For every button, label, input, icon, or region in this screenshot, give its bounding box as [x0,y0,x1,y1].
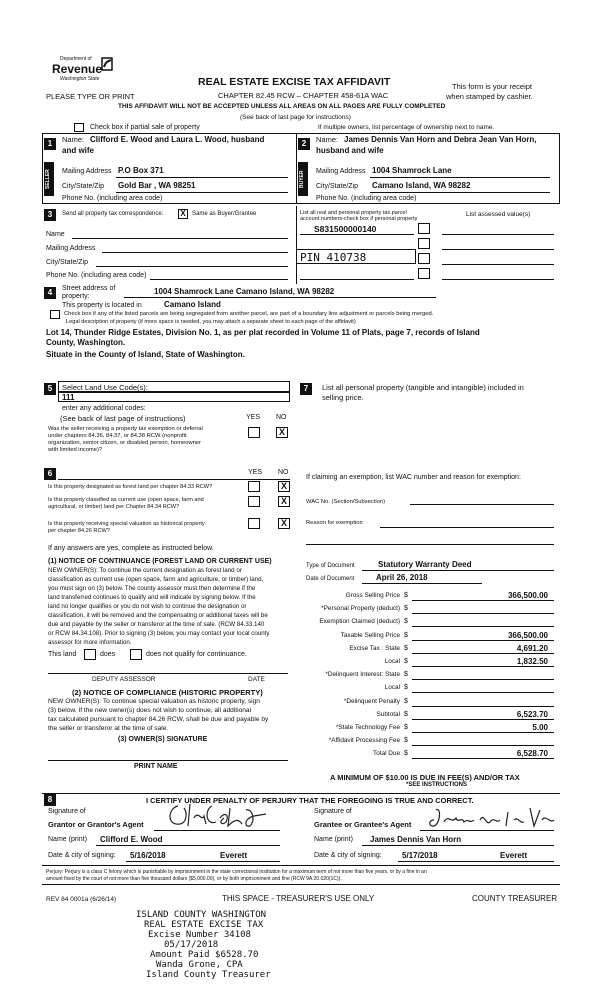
exemption-no-checkbox[interactable]: X [276,427,288,438]
notice1-line: land no longer qualifies or you do not wish to continue the designation or [48,603,247,610]
deputy-assessor-label: DEPUTY ASSESSOR [92,676,156,683]
segregated-note: Check box if any of the listed parcels are being segregated from another parcel, are part of a boundary line adjustment or parcels being merged. [64,311,434,317]
underline [72,238,288,239]
personal-property-label-1: List all personal property (tangible and intangible) included in [322,383,524,392]
seller-city: Gold Bar , WA 98251 [118,181,196,190]
seller-mailing-label: Mailing Address [62,168,112,175]
completion-warning: THIS AFFIDAVIT WILL NOT BE ACCEPTED UNLESS ALL AREAS ON ALL PAGES ARE FULLY COMPLETED [118,103,446,110]
partial-sale-checkbox[interactable] [74,123,84,132]
grantee-sig-of: Signature of [314,808,352,815]
calc-underline [412,613,554,614]
personal-property-checkbox-2[interactable] [418,238,430,249]
notice1-title: (1) NOTICE OF CONTINUANCE (FOREST LAND OR CURRENT USE) [48,558,272,565]
notice1-line: classification, it will be removed and the compensating or additional taxes will be [48,612,268,619]
calc-underline [412,745,554,746]
section-8-badge: 8 [44,794,56,806]
dollar-sign: $ [404,737,408,744]
tax-phone-label: Phone No. (including area code) [46,272,147,279]
stamp-line: Wanda Grone, CPA [156,960,243,970]
section-6-badge: 6 [44,468,56,480]
seller-name-label: Name: [62,135,85,144]
underline [48,673,288,674]
tax-city-label: City/State/Zip [46,259,89,266]
calc-underline [412,666,554,667]
located-in-label: This property is located in [62,302,142,309]
notice1-line: you must sign on (3) below. The county assessor must then determine if the [48,585,256,592]
calc-underline [412,692,554,693]
divider [42,133,43,203]
underline [362,845,554,846]
seller-city-label: City/State/Zip [62,183,105,190]
section-4-badge: 4 [44,287,56,299]
notice2-line: NEW OWNER(S): To continue special valuation as historic property, sign [48,698,260,705]
logo-state: Washington State [60,76,100,82]
underline [362,570,554,571]
seller-name-line1: Clifford E. Wood and Laura L. Wood, husband [90,135,265,144]
calc-label: Total Due [373,750,400,757]
treasurer-space: THIS SPACE - TREASURER'S USE ONLY [222,894,375,903]
current-use-q-1: Is this property classified as current use (open space, farm and [48,497,204,503]
grantor-date-label: Date & city of signing: [48,852,116,859]
grantee-date: 5/17/2018 [402,851,438,860]
calc-label: Local [384,658,400,665]
calc-label: Local [384,684,400,691]
calc-underline [412,706,554,707]
grantor-city: Everett [220,851,248,860]
assessed-header: List assessed value(s) [466,211,531,218]
historic-q-1: Is this property receiving special valuation as historical property [48,521,205,527]
legal-desc-note: Legal description of property (if more space is needed, you may attach a separate sheet to each page of the affidavit) [66,319,356,325]
minimum-due: A MINIMUM OF $10.00 IS DUE IN FEE(S) AND/OR TAX [330,773,520,782]
forest-no-checkbox[interactable]: X [278,481,290,492]
parcel-1: S831500000140 [314,224,377,234]
notice1-line: classification as current use (open space, farm and agriculture, or timber) land, [48,576,264,583]
calc-label: *Delinquent Penalty [343,698,400,705]
legal-desc-2: County, Washington. [46,338,126,347]
does-checkbox[interactable] [84,649,96,660]
underline [398,861,554,862]
underline [370,192,550,193]
personal-property-checkbox-3[interactable] [418,253,430,264]
underline [102,252,288,253]
divider [42,203,560,204]
grantee-name: James Dennis Van Horn [370,835,462,844]
divider [296,206,297,284]
dollar-sign: $ [404,671,408,678]
underline [380,527,554,528]
underline [300,279,414,280]
buyer-name-label: Name: [316,135,339,144]
grantee-agent-label: Grantee or Grantee's Agent [314,820,412,829]
calc-value[interactable]: 1,832.50 [516,657,548,666]
current-use-no-checkbox[interactable]: X [278,496,290,507]
personal-property-checkbox-4[interactable] [418,268,430,279]
located-in: Camano Island [164,300,221,309]
land-use-box [58,381,290,392]
calc-underline [412,732,554,733]
calc-label: Subtotal [376,711,400,718]
parcel-2-handwritten: PIN 410738 [300,251,367,264]
exemption-q-3: organization, senior citizen, or disabled person, homeowner [48,440,202,446]
section-1-badge: 1 [44,138,56,150]
dollar-sign: $ [404,684,408,691]
logo-dept: Department of [60,56,92,62]
calc-underline [412,758,554,759]
current-use-yes-checkbox[interactable] [248,496,260,507]
treasurer-stamp [130,910,271,980]
underline [442,279,554,280]
underline [442,264,554,265]
county-treasurer: COUNTY TREASURER [472,894,558,903]
grantee-date-label: Date & city of signing: [314,852,382,859]
forest-yes-checkbox[interactable] [248,481,260,492]
reason-label: Reason for exemption [306,520,363,526]
land-use-label: Select Land Use Code(s): [62,383,148,392]
street-address-label: Street address of [62,285,116,292]
see-instructions: *SEE INSTRUCTIONS [406,782,468,788]
legal-desc-3: Situate in the County of Island, State of Washington. [46,350,245,359]
section-7-badge: 7 [300,383,312,395]
underline [96,845,280,846]
divider [559,133,560,203]
underline [116,177,288,178]
land-use-code[interactable]: 111 [62,393,75,402]
grantee-signature [424,802,556,834]
buyer-city: Camano Island, WA 98282 [372,181,471,190]
s6-yes-header: YES [248,469,263,476]
calc-value[interactable]: 366,500.00 [507,591,548,600]
stamp-line: REAL ESTATE EXCISE TAX [144,920,264,930]
doc-date-label: Date of Document [306,576,355,582]
tax-mailing-label: Mailing Address [46,245,96,252]
underline [96,266,288,267]
calc-underline [412,626,554,627]
wac-label: WAC No. (Section/Subsection) [306,499,386,505]
notice1-line: NEW OWNER(S): To continue the current designation as forest land or [48,567,242,574]
stamp-line: Island County Treasurer [146,970,271,980]
exemption-yes-checkbox[interactable] [248,427,260,438]
does-label: does [100,651,116,658]
notice2-line: the seller or transferor at the time of sale. [48,725,169,732]
dollar-sign: $ [404,592,408,599]
this-land-label: This land [48,651,77,658]
exemption-claim-label: If claiming an exemption, list WAC number and reason for exemption: [306,474,521,481]
see-back-note: (See back of last page for instructions) [240,114,351,121]
calc-label: *Affidavit Processing Fee [328,737,400,744]
grantee-city: Everett [500,851,528,860]
grantor-signature [164,800,276,832]
stamp-line: 05/17/2018 [164,940,219,950]
calc-label: Taxable Selling Price [340,632,400,639]
buyer-mailing-label: Mailing Address [316,168,366,175]
doc-type: Statutory Warranty Deed [378,560,472,569]
historic-yes-checkbox[interactable] [248,518,260,529]
buyer-side-label: BUYER GRANTEE [298,162,308,196]
calc-underline [412,679,554,680]
dollar-sign: $ [404,658,408,665]
section-5-badge: 5 [44,383,56,395]
calc-underline [412,719,554,720]
form-title: REAL ESTATE EXCISE TAX AFFIDAVIT [198,76,391,88]
calc-label: *Personal Property (deduct) [321,605,400,612]
forest-land-q: Is this property designated as forest land per chapter 84.33 RCW? [48,484,213,490]
underline [48,760,288,761]
underline [116,192,288,193]
underline [410,504,554,505]
notice2-title: (2) NOTICE OF COMPLIANCE (HISTORIC PROPERTY) [72,688,263,697]
s5-yes-header: YES [246,414,261,421]
please-type: PLEASE TYPE OR PRINT [46,92,135,101]
parcel-header-2: account numbers-check box if personal property [300,216,418,222]
notice1-line: land transferred continues to qualify and will indicate by signing below. If the [48,594,256,601]
dollar-sign: $ [404,698,408,705]
personal-property-checkbox-1[interactable] [418,223,430,234]
receipt-note-1: This form is your receipt [452,82,533,91]
underline [126,861,280,862]
buyer-mailing: 1004 Shamrock Lane [372,166,452,175]
does-not-label: does not qualify for continuance. [146,651,247,658]
divider [296,133,297,203]
historic-q-2: per chapter 84.26 RCW? [48,528,110,534]
divider [42,133,560,134]
doc-date: April 26, 2018 [376,573,428,582]
partial-sale-label: Check box if partial sale of property [90,124,200,131]
dollar-sign: $ [404,711,408,718]
grantor-name-label: Name (print) [48,836,87,843]
section-2-badge: 2 [298,138,310,150]
section-3-badge: 3 [44,209,56,221]
any-yes-note: If any answers are yes, complete as instructed below. [48,545,214,552]
dollar-sign: $ [404,724,408,731]
parcel-2-box [296,249,416,264]
notice1-line: assessor for more information. [48,639,132,646]
additional-codes-label: enter any additional codes: [62,405,146,412]
divider [42,865,560,866]
stamp-line: Excise Number 34108 [148,930,251,940]
seller-name-line2: and wife [62,146,95,155]
multi-owners-note: If multiple owners, list percentage of ownership next to name. [318,124,495,131]
legal-desc-1: Lot 14, Thunder Ridge Estates, Division No. 1, as per plat recorded in Volume 11 of Plats, page 7, records of Island [46,328,480,337]
does-not-checkbox[interactable] [130,649,142,660]
calc-underline [412,600,554,601]
logo-name: Revenue [52,62,103,76]
doc-type-label: Type of Document [306,563,355,569]
print-name-label: PRINT NAME [134,763,178,770]
see-back-instr: (See back of last page of instructions) [60,414,186,423]
revenue-logo [52,56,114,90]
stamp-line: ISLAND COUNTY WASHINGTON [136,910,267,920]
perjury-note-1: Perjury: Perjury is a class C felony which is punishable by imprisonment in the state correctional institution for a maximum term of not more than five years, or by a fine in an [46,869,427,875]
personal-property-label-2: selling price. [322,393,364,402]
seller-side-label: SELLER GRANTOR [44,162,54,196]
seller-phone-label: Phone No. (including area code) [62,195,163,202]
underline [442,234,554,235]
tax-name-label: Name [46,231,65,238]
grantor-sig-of: Signature of [48,808,86,815]
dollar-sign: $ [404,750,408,757]
segregated-checkbox[interactable] [50,310,60,319]
stamp-line: Amount Paid $6528.70 [150,950,259,960]
dollar-sign: $ [404,632,408,639]
calc-value[interactable]: 6,528.70 [516,749,548,758]
underline [124,297,436,298]
exemption-q-2: under chapters 84.36, 84.37, or 84.38 RCW (nonprofit [48,433,187,439]
same-as-buyer-checkbox[interactable]: X [178,209,188,219]
grantor-agent-label: Grantor or Grantor's Agent [48,820,144,829]
underline [300,234,414,235]
underline [370,177,550,178]
dollar-sign: $ [404,605,408,612]
underline [306,544,554,545]
dollar-sign: $ [404,618,408,625]
form-chapter: CHAPTER 82.45 RCW – CHAPTER 458-61A WAC [218,91,389,100]
calc-label: Exemption Claimed (deduct) [319,618,400,625]
grantee-name-label: Name (print) [314,836,353,843]
current-use-q-2: agricultural, or timber) land per Chapter 84.34 RCW? [48,504,180,510]
calc-label: Gross Selling Price [345,592,400,599]
calc-value[interactable]: 5.00 [532,723,548,732]
dollar-sign: $ [404,645,408,652]
historic-no-checkbox[interactable]: X [278,518,290,529]
street-address: 1004 Shamrock Lane Camano Island, WA 98282 [154,287,335,296]
calc-label: *Delinquent Interest: State [325,671,400,678]
certify-statement: I CERTIFY UNDER PENALTY OF PERJURY THAT THE FOREGOING IS TRUE AND CORRECT. [146,796,474,805]
underline [362,583,482,584]
divider [42,793,560,794]
s5-no-header: NO [276,414,287,421]
calc-label: Excise Tax : State [349,645,400,652]
parcel-header-1: List all real and personal property tax parcel [300,210,407,216]
underline [442,249,554,250]
receipt-note-2: when stamped by cashier. [446,92,533,101]
underline [150,279,288,280]
land-use-code-box [58,392,290,402]
grantor-name: Clifford E. Wood [100,835,163,844]
perjury-note-2: amount fixed by the court of not more than five thousand dollars ($5,000.00), or by both imprisonment and fine (RCW 9A.20.020(1C)). [46,876,342,882]
grantor-date: 5/16/2018 [130,851,166,860]
calc-underline [412,653,554,654]
calc-value[interactable]: 366,500.00 [507,631,548,640]
calc-underline [412,640,554,641]
notice2-line: tax calculated pursuant to chapter 84.26 RCW, shall be due and payable by [48,716,269,723]
deputy-date-label: DATE [248,676,265,683]
logo-mark-icon [100,56,114,72]
form-number: REV 84 0001a (6/26/14) [46,896,117,903]
send-correspondence-label: Send all property tax correspondence: [62,211,164,217]
calc-value[interactable]: 4,691.20 [516,644,548,653]
buyer-name-line2: husband and wife [316,146,384,155]
buyer-name-line1: James Dennis Van Horn and Debra Jean Van Horn, [344,135,537,144]
seller-mailing: P.O Box 371 [118,166,164,175]
street-address-label-2: property: [62,293,90,300]
same-as-buyer-label: Same as Buyer/Grantee [192,211,257,217]
notice1-line: or RCW 84.34.108). Prior to signing (3) below, you may contact your local county [48,630,270,637]
notice1-line: due and payable by the seller or transferor at the time of sale. (RCW 84.33.140 [48,621,265,628]
calc-value[interactable]: 6,523.70 [516,710,548,719]
notice2-line: (3) below. If the new owner(s) does not wish to continue, all additional [48,707,252,714]
buyer-city-label: City/State/Zip [316,183,359,190]
exemption-q-1: Was the seller receiving a property tax exemption or deferral [48,426,203,432]
exemption-q-4: with limited income)? [48,447,103,453]
s6-no-header: NO [278,469,289,476]
buyer-phone-label: Phone No. (including area code) [316,195,417,202]
calc-label: *State Technology Fee [335,724,400,731]
owner-signature-label: (3) OWNER(S) SIGNATURE [118,736,208,743]
divider [42,884,560,885]
